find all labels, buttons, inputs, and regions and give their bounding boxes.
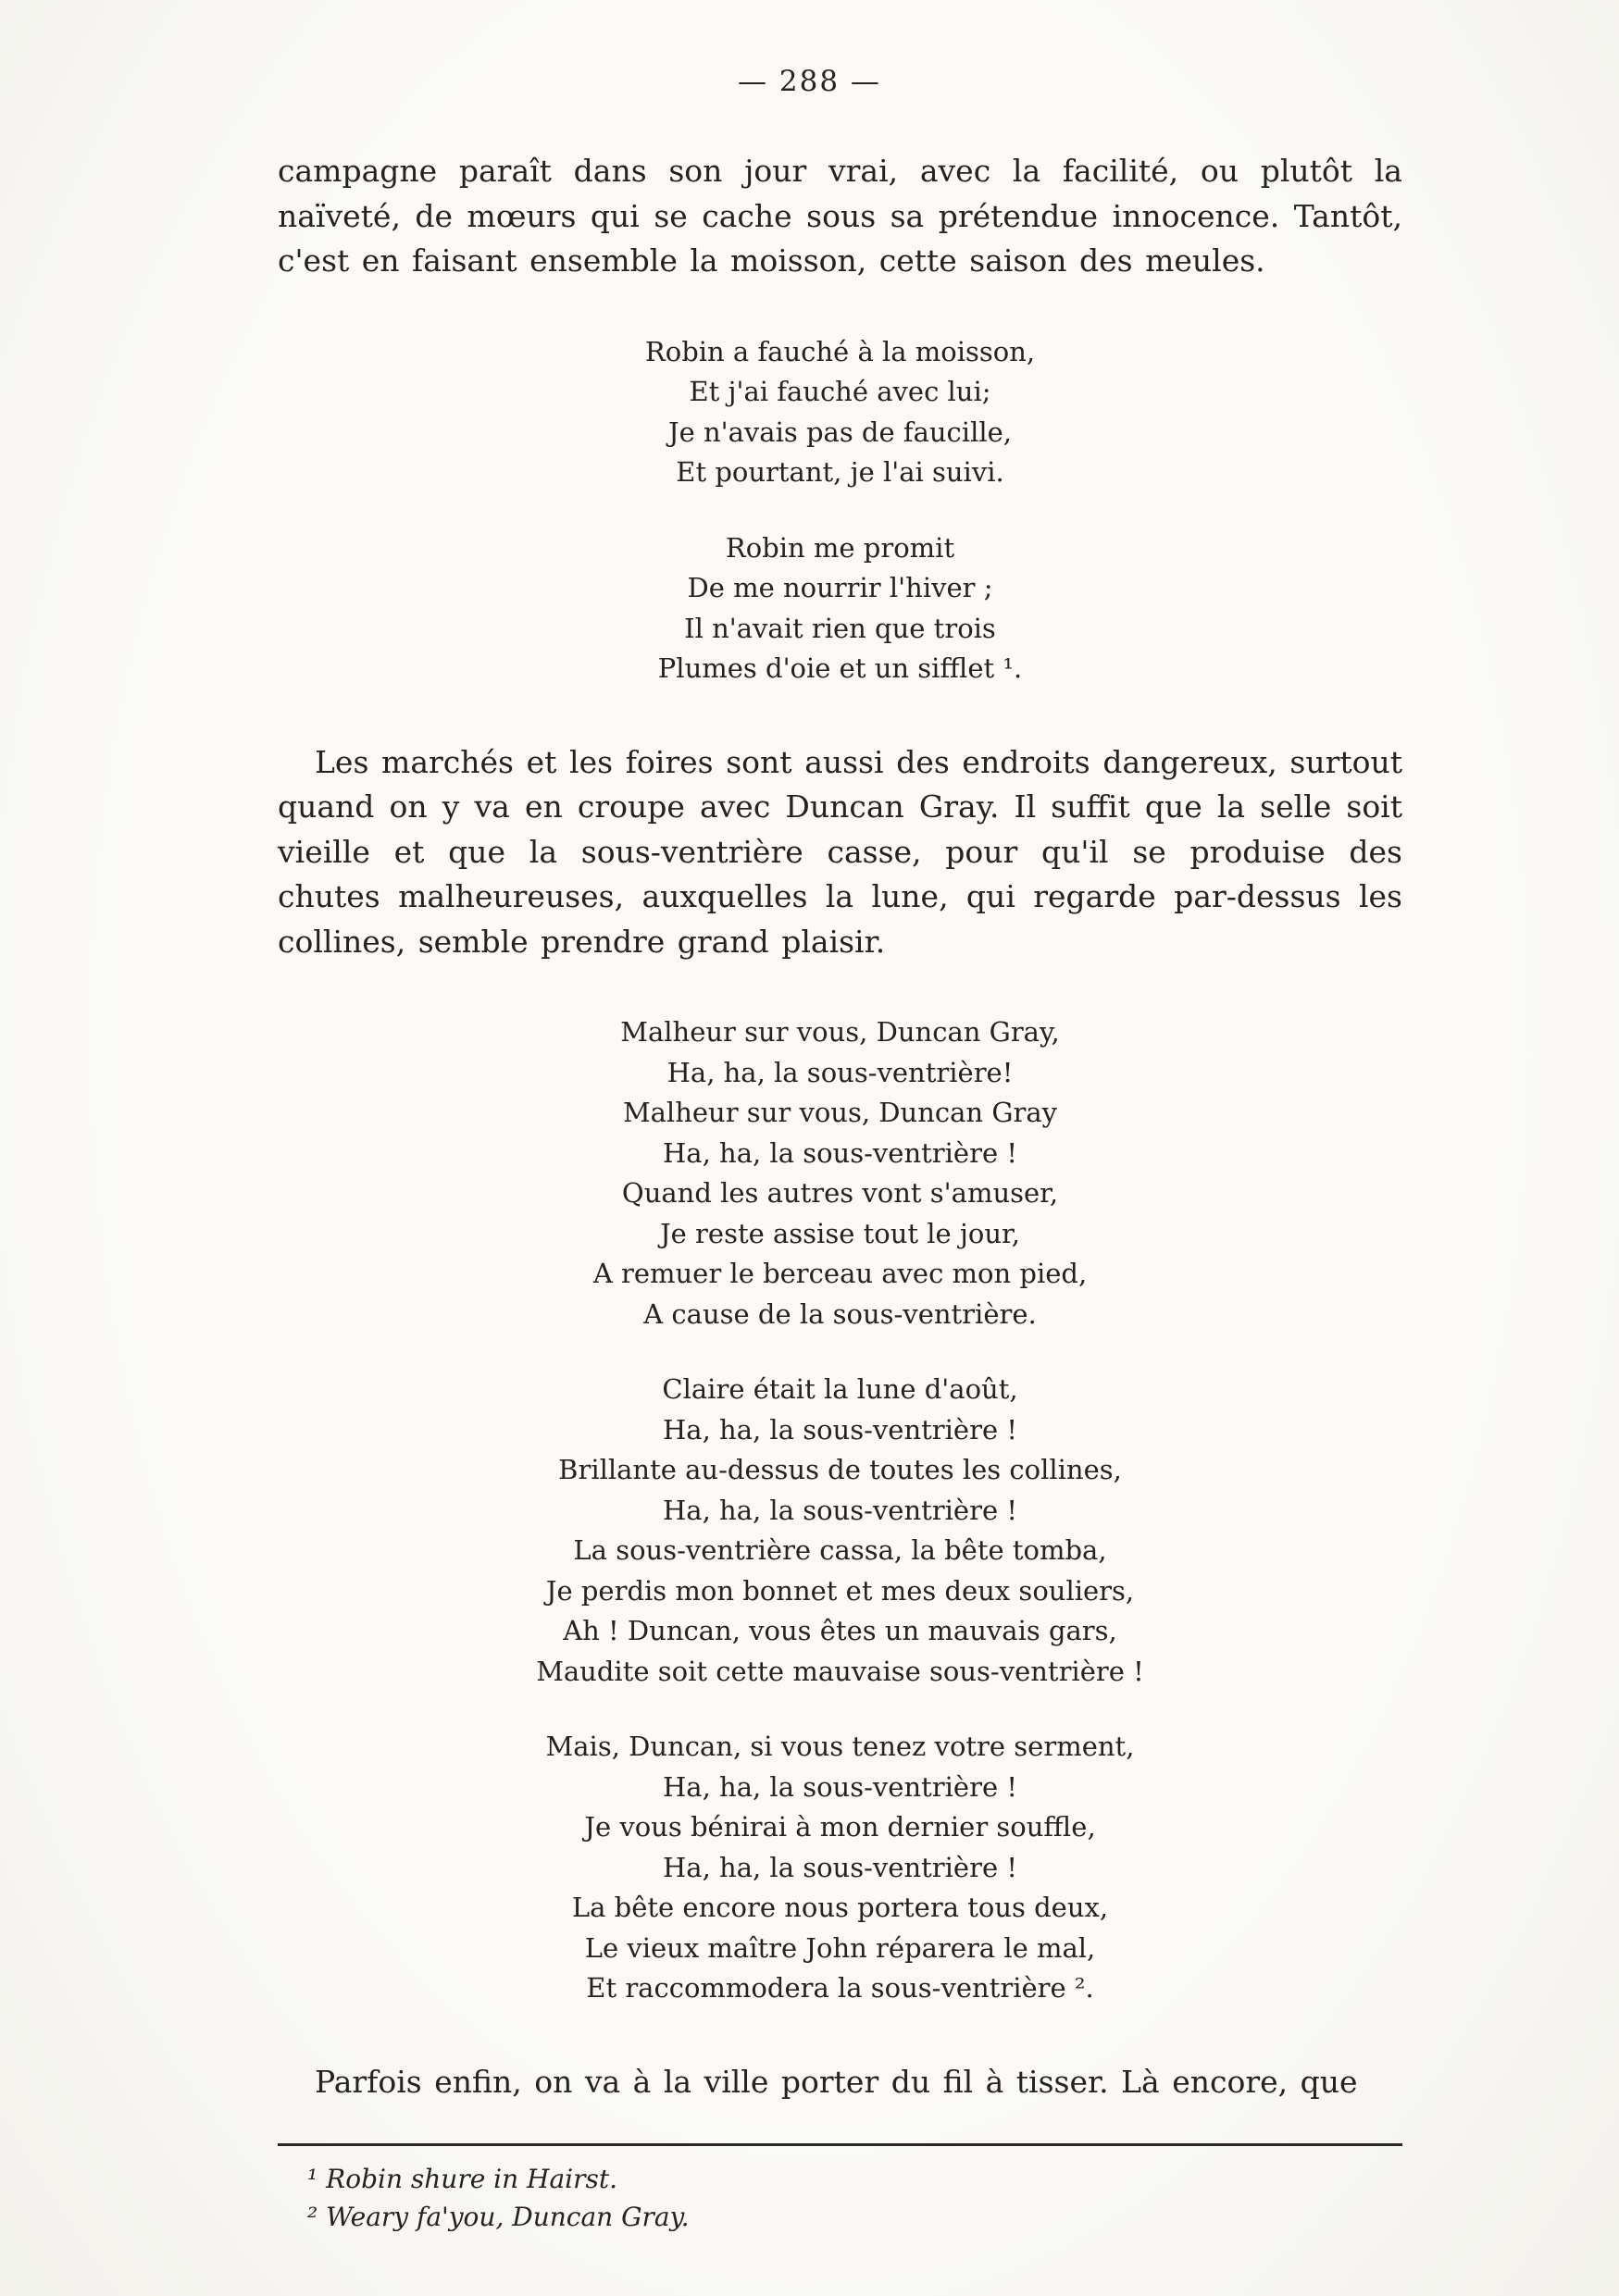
verse-stanza — [278, 528, 1402, 689]
verse-line: De me nourrir l'hiver ; — [687, 572, 993, 603]
paragraph: campagne paraît dans son jour vrai, avec la facilité, ou plutôt la naïveté, de mœurs qui se cache sous sa prétendue innocence. Tantôt, c'est en faisant ensemble la moisson, cette saison des meules. — [278, 153, 1402, 279]
verse-line: A remuer le berceau avec mon pied, — [592, 1258, 1088, 1289]
verse-line: Robin a fauché à la moisson, — [644, 335, 1036, 367]
verse-line: Et pourtant, je l'ai suivi. — [676, 456, 1004, 488]
verse-stanza — [278, 1370, 1402, 1692]
verse-line: Il n'avait rien que trois — [684, 612, 996, 644]
verse-line: Ha, ha, la sous-ventrière! — [666, 1056, 1014, 1088]
verse-line: Et j'ai fauché avec lui; — [689, 376, 991, 407]
verse-line: Ha, ha, la sous-ventrière ! — [663, 1851, 1017, 1883]
footnote: ² Weary fa'you, Duncan Gray. — [307, 2201, 690, 2232]
verse-line: Je vous bénirai à mon dernier souffle, — [584, 1811, 1096, 1843]
verse-line: Brillante au-dessus de toutes les collines, — [558, 1454, 1122, 1485]
verse-line: Ha, ha, la sous-ventrière ! — [663, 1413, 1017, 1446]
verse-line: Et raccommodera la sous-ventrière ². — [586, 1972, 1094, 2004]
verse-stanza — [278, 1012, 1402, 1334]
verse-line: Je reste assise tout le jour, — [660, 1217, 1020, 1249]
verse-line: A cause de la sous-ventrière. — [643, 1297, 1037, 1330]
verse-line: La bête encore nous portera tous deux, — [571, 1892, 1109, 1923]
verse-line: Robin me promit — [725, 531, 955, 564]
footnote-separator — [278, 2143, 1402, 2146]
paragraph: Les marchés et les foires sont aussi des endroits dangereux, surtout quand on y va en croupe avec Duncan Gray. Il suffit que la selle soit vieille et que la sous-ventrière casse, pour qu'il se produise des chutes malheureuses, auxquelles la lune, qui regarde par-dessus les collines, semble prendre grand plaisir. — [278, 743, 1402, 960]
verse-line: Malheur sur vous, Duncan Gray, — [620, 1016, 1060, 1048]
verse-line: Quand les autres vont s'amuser, — [621, 1177, 1059, 1209]
verse-line: Le vieux maître John réparera le mal, — [584, 1931, 1096, 1964]
verse-line: Maudite soit cette mauvaise sous-ventrière ! — [536, 1655, 1144, 1687]
verse-line: Mais, Duncan, si vous tenez votre serment, — [545, 1731, 1135, 1762]
verse-line: La sous-ventrière cassa, la bête tomba, — [573, 1534, 1107, 1566]
verse-line: Ha, ha, la sous-ventrière ! — [663, 1770, 1017, 1803]
verse-line: Malheur sur vous, Duncan Gray — [622, 1097, 1058, 1128]
verse-line: Je n'avais pas de faucille, — [667, 416, 1013, 448]
page-content — [278, 149, 1402, 2236]
verse-line: Claire était la lune d'août, — [662, 1373, 1018, 1405]
page-number: — 288 — — [738, 65, 881, 98]
paragraph: Parfois enfin, on va à la ville porter du fil à tisser. Là encore, que — [315, 2063, 1358, 2100]
verse-line: Ah ! Duncan, vous êtes un mauvais gars, — [563, 1615, 1117, 1646]
verse-line: Plumes d'oie et un sifflet ¹. — [657, 652, 1023, 684]
footnotes — [278, 2161, 1402, 2236]
verse-line: Ha, ha, la sous-ventrière ! — [663, 1494, 1017, 1526]
verse-stanza — [278, 1727, 1402, 2009]
verse-line: Je perdis mon bonnet et mes deux souliers, — [545, 1574, 1135, 1607]
verse-stanza — [278, 332, 1402, 493]
footnote: ¹ Robin shure in Hairst. — [307, 2164, 618, 2194]
verse-line: Ha, ha, la sous-ventrière ! — [663, 1136, 1017, 1169]
